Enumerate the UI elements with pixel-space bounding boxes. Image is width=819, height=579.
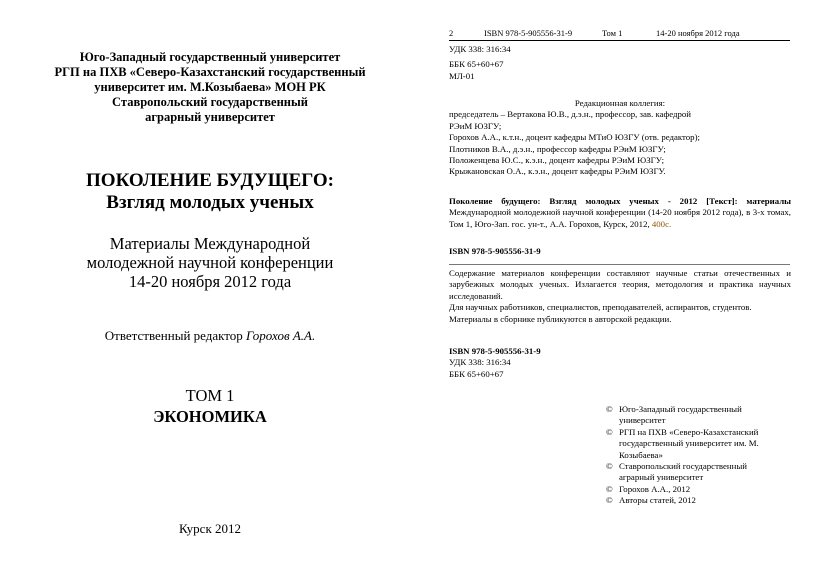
organizations-block xyxy=(30,50,390,125)
book-title-line1: ПОКОЛЕНИЕ БУДУЩЕГО: xyxy=(86,170,334,191)
editorial-board xyxy=(449,98,791,178)
copyright-item xyxy=(606,427,776,461)
book-title-line2: Взгляд молодых ученых xyxy=(106,192,314,213)
editorial-board-heading: Редакционная коллегия: xyxy=(574,98,666,108)
copyright-item xyxy=(606,484,776,495)
page-number: 2 xyxy=(449,28,454,38)
header-isbn: ISBN 978-5-905556-31-9 xyxy=(484,28,573,38)
editor-name: Горохов А.А. xyxy=(246,328,316,343)
city-year: Курск 2012 xyxy=(178,521,242,536)
citation-title: Поколение будущего: Взгляд молодых ученых - 2012 [Текст]: материалы xyxy=(449,196,791,206)
editorial-board-member: Плотников В.А., д.э.н., профессор кафедры РЭиМ ЮЗГУ; xyxy=(449,143,666,154)
bottom-codes xyxy=(449,346,791,380)
copyright-icon: © xyxy=(606,461,613,472)
volume-topic: ЭКОНОМИКА xyxy=(153,407,267,426)
bbk-code: ББК 65+60+67 xyxy=(449,59,504,70)
editorial-board-member: Положенцева Ю.С., к.э.н., доцент кафедры РЭиМ ЮЗГУ; xyxy=(449,155,665,166)
copyright-icon: © xyxy=(606,495,613,506)
copyright-list xyxy=(606,404,776,507)
imprint-page xyxy=(420,0,819,579)
classification-block xyxy=(449,44,791,82)
copyright-holder: Авторы статей, 2012 xyxy=(619,495,696,506)
udk-code: УДК 338: 316:34 xyxy=(449,44,511,54)
organization-line: университет им. М.Козыбаева» МОН РК xyxy=(94,80,326,94)
copyright-icon: © xyxy=(606,426,613,437)
copyright-holder: Юго-Западный государственный университет xyxy=(619,404,742,426)
copyright-icon: © xyxy=(606,404,613,414)
copyright-holder: РГП на ПХВ «Северо-Казахстанский государственный университет им. М. Козыбаева» xyxy=(619,426,759,460)
volume-number: ТОМ 1 xyxy=(185,386,235,405)
annotation-paragraph: Материалы в сборнике публикуются в авторской редакции. xyxy=(449,313,672,324)
isbn-line: ISBN 978-5-905556-31-9 xyxy=(449,246,541,256)
copyright-item xyxy=(606,461,776,484)
citation-pages: 400с. xyxy=(651,218,672,229)
copyright-item xyxy=(606,495,776,506)
book-subtitle xyxy=(20,234,400,291)
editorial-board-member: РЭиМ ЮЗГУ; xyxy=(449,120,502,131)
running-header xyxy=(449,28,790,41)
editorial-board-member: Горохов А.А., к.т.н., доцент кафедры МТиО ЮЗГУ (отв. редактор); xyxy=(449,132,700,143)
copyright-item xyxy=(606,404,776,427)
header-volume: Том 1 xyxy=(602,28,623,38)
copyright-holder: Горохов А.А., 2012 xyxy=(619,483,691,494)
copyright-holder: Ставропольский государственный аграрный университет xyxy=(619,461,747,483)
divider xyxy=(449,264,790,265)
subtitle-line: Материалы Международной xyxy=(109,234,311,253)
author-mark: МЛ-01 xyxy=(449,70,475,81)
subtitle-line: 14-20 ноября 2012 года xyxy=(128,272,292,291)
book-title xyxy=(20,170,400,214)
volume-block xyxy=(20,385,400,427)
bottom-bbk: ББК 65+60+67 xyxy=(449,368,504,379)
copyright-icon: © xyxy=(606,483,613,494)
responsible-editor xyxy=(20,328,400,344)
annotation-paragraph: Содержание материалов конференции составляют научные статьи отечественных и зарубежных молодых ученых. Излагается теория, методология и практика научных исследований. xyxy=(449,268,791,301)
organization-line: Ставропольский государственный xyxy=(112,95,308,109)
editor-label: Ответственный редактор xyxy=(104,328,243,343)
editorial-board-member: председатель – Вертакова Ю.В., д.э.н., профессор, зав. кафедрой xyxy=(449,109,691,120)
subtitle-line: молодежной научной конференции xyxy=(86,253,334,272)
bibliographic-citation xyxy=(449,196,791,230)
organization-line: аграрный университет xyxy=(145,110,275,124)
annotation xyxy=(449,268,791,325)
editorial-board-member: Крыжановская О.А., к.э.н., доцент кафедры РЭиМ ЮЗГУ. xyxy=(449,166,666,177)
organization-line: РГП на ПХВ «Северо-Казахстанский государственный xyxy=(54,65,366,79)
annotation-paragraph: Для научных работников, специалистов, преподавателей, аспирантов, студентов. xyxy=(449,302,752,313)
bottom-udk: УДК 338: 316:34 xyxy=(449,357,511,368)
header-dates: 14-20 ноября 2012 года xyxy=(656,28,740,38)
bottom-isbn: ISBN 978-5-905556-31-9 xyxy=(449,346,541,356)
organization-line: Юго-Западный государственный университет xyxy=(79,50,341,64)
citation-details: Международной молодежной научной конференции (14-20 ноября 2012 года), в 3-х томах, Том 1, Юго-Зап. гос. ун-т., А.А. Горохов, Курск, 2012, xyxy=(449,207,791,229)
